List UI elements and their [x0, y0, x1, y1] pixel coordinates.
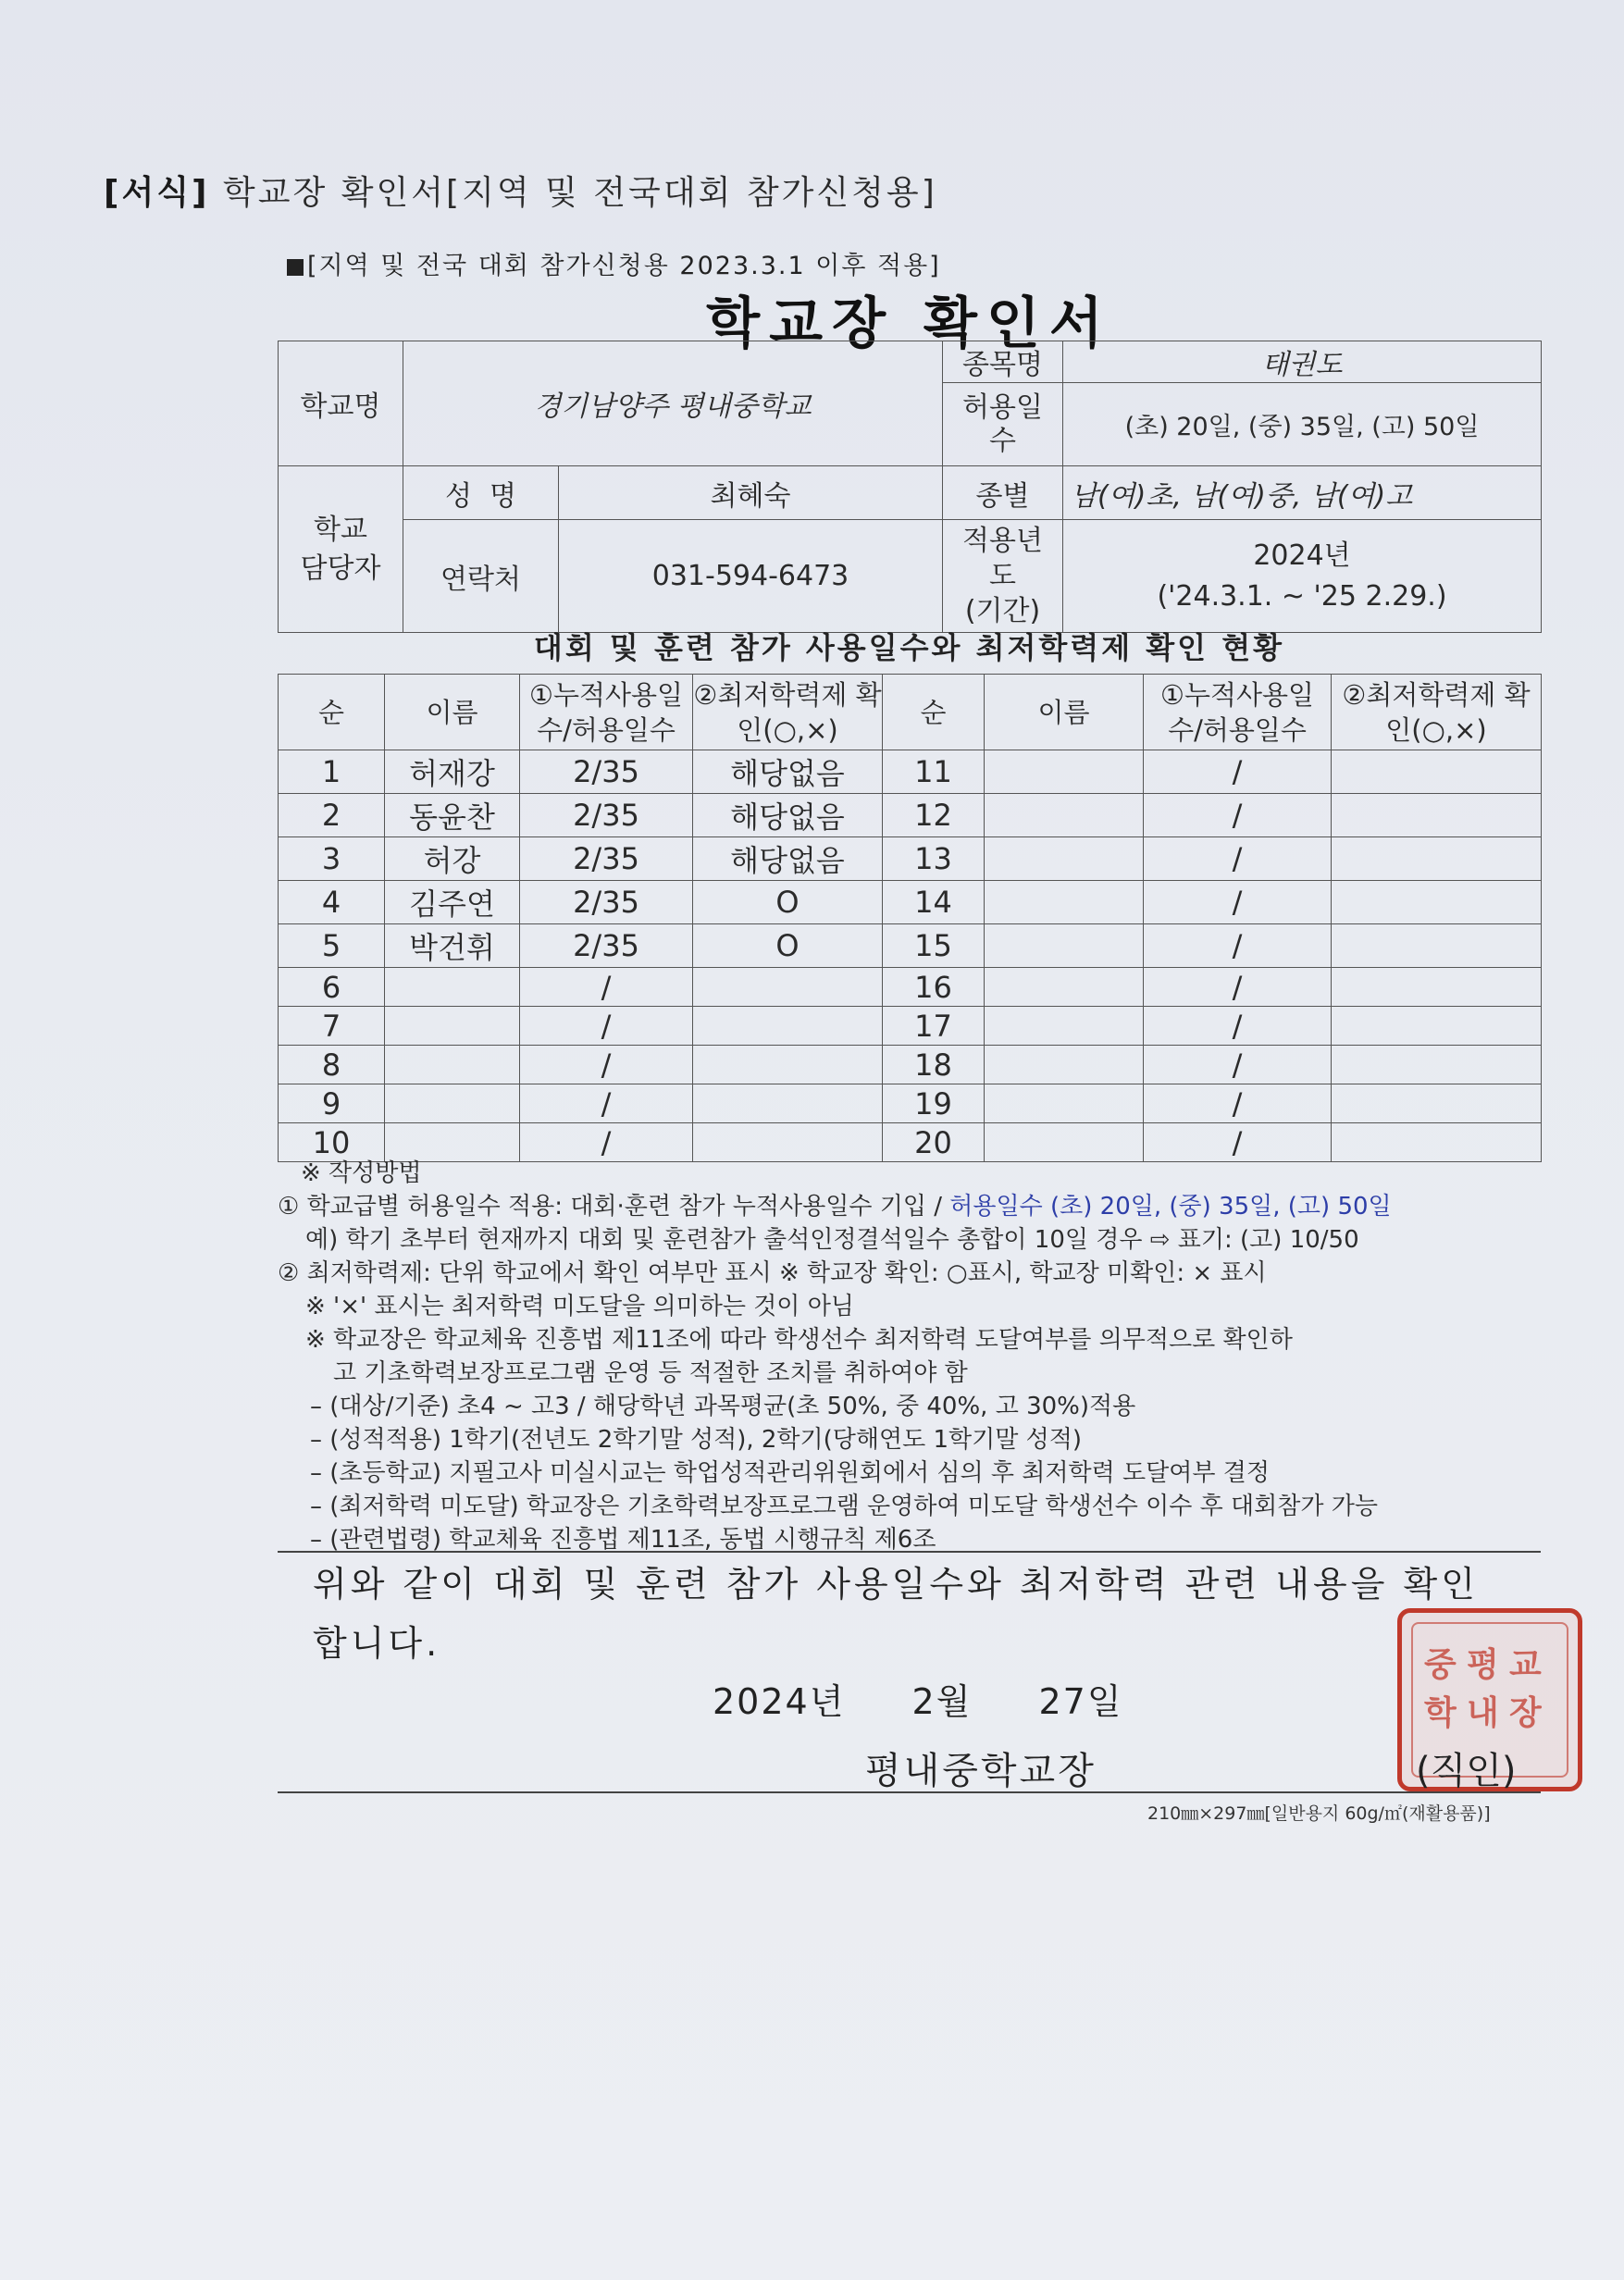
- cell-check: [693, 1007, 883, 1046]
- period-range: ('24.3.1. ~ '25 2.29.): [1157, 579, 1447, 613]
- form-header-text: 학교장 확인서[지역 및 전국대회 참가신청용]: [222, 174, 937, 212]
- roster-table: [278, 674, 1542, 1162]
- roster-body: [279, 750, 1542, 1162]
- header-check: ②최저학력제 확인(○,×): [693, 675, 883, 750]
- cell-no: 8: [279, 1046, 385, 1084]
- header-no: 순: [883, 675, 985, 750]
- table-row: [279, 924, 1542, 968]
- name-value: 최혜숙: [559, 466, 943, 520]
- phone-value: 031-594-6473: [559, 520, 943, 633]
- note-2-a: ※ '×' 표시는 최저학력 미도달을 의미하는 것이 아님: [305, 1293, 854, 1320]
- seal-label: (직인): [1416, 1750, 1517, 1792]
- cell-days: 2/35: [520, 837, 693, 881]
- period-label: 적용년도 (기간): [943, 520, 1063, 633]
- cell-check: [693, 1084, 883, 1123]
- cell-name: [985, 968, 1144, 1007]
- header-days: ①누적사용일수/허용일수: [1144, 675, 1332, 750]
- cell-name: 허재강: [385, 750, 520, 794]
- cell-name: [385, 968, 520, 1007]
- cell-days: /: [1144, 750, 1332, 794]
- cell-no: 20: [883, 1123, 985, 1162]
- name-label: 성 명: [403, 466, 559, 520]
- cell-name: 김주연: [385, 881, 520, 924]
- cell-days: /: [520, 1046, 693, 1084]
- page-title: 학교장 확인서: [706, 291, 1112, 356]
- paper-spec-footnote: 210㎜×297㎜[일반용지 60g/㎡(재활용품)]: [1147, 1803, 1491, 1824]
- period-year: 2024년: [1253, 539, 1351, 572]
- cell-no: 3: [279, 837, 385, 881]
- notes-heading: ※ 작성방법: [301, 1159, 422, 1187]
- cell-check: [1332, 1084, 1542, 1123]
- cell-no: 7: [279, 1007, 385, 1046]
- cell-days: 2/35: [520, 924, 693, 968]
- contact-person-label: 학교 담당자: [279, 466, 403, 633]
- cell-name: [985, 924, 1144, 968]
- cell-check: [1332, 1007, 1542, 1046]
- cell-check: [1332, 794, 1542, 837]
- header-name: 이름: [385, 675, 520, 750]
- cell-days: 2/35: [520, 750, 693, 794]
- bottom-divider: [278, 1791, 1541, 1793]
- cell-no: 17: [883, 1007, 985, 1046]
- divider: [278, 1551, 1541, 1553]
- phone-label: 연락처: [403, 520, 559, 633]
- square-bullet-icon: [287, 259, 304, 276]
- table-row: [279, 1007, 1542, 1046]
- cell-name: [385, 1007, 520, 1046]
- cell-days: /: [520, 968, 693, 1007]
- cell-no: 9: [279, 1084, 385, 1123]
- cell-check: [1332, 750, 1542, 794]
- cell-no: 4: [279, 881, 385, 924]
- cell-no: 11: [883, 750, 985, 794]
- cell-no: 5: [279, 924, 385, 968]
- cell-no: 13: [883, 837, 985, 881]
- cell-name: [985, 750, 1144, 794]
- date-month: 2월: [911, 1681, 973, 1722]
- note-1-highlight: 허용일수 (초) 20일, (중) 35일, (고) 50일: [949, 1193, 1392, 1221]
- note-2: ② 최저학력제: 단위 학교에서 확인 여부만 표시 ※ 학교장 확인: ○표시, 학교장 미확인: × 표시: [278, 1259, 1267, 1287]
- cell-name: [985, 837, 1144, 881]
- cell-days: /: [1144, 968, 1332, 1007]
- cell-check: [693, 1046, 883, 1084]
- date-day: 27일: [1038, 1681, 1123, 1722]
- note-2-b2: 고 기초학력보장프로그램 운영 등 적절한 조치를 취하여야 함: [333, 1359, 968, 1387]
- cell-days: /: [520, 1123, 693, 1162]
- cell-no: 10: [279, 1123, 385, 1162]
- signing-date: [713, 1673, 1123, 1724]
- cell-name: [385, 1084, 520, 1123]
- detail-5: – (관련법령) 학교체육 진흥법 제11조, 동법 시행규칙 제6조: [310, 1526, 936, 1554]
- cell-days: /: [1144, 837, 1332, 881]
- seal-char: 학: [1424, 1694, 1457, 1732]
- info-table: [278, 341, 1542, 633]
- confirmation-line-1: 위와 같이 대회 및 훈련 참가 사용일수와 최저학력 관련 내용을 확인: [313, 1564, 1479, 1605]
- seal-char: 내: [1467, 1694, 1499, 1732]
- cell-days: /: [1144, 1007, 1332, 1046]
- cell-days: /: [1144, 1084, 1332, 1123]
- cell-check: 해당없음: [693, 837, 883, 881]
- note-2-b1: ※ 학교장은 학교체육 진흥법 제11조에 따라 학생선수 최저학력 도달여부를 의무적으로 확인하: [305, 1326, 1293, 1354]
- table-row: [279, 881, 1542, 924]
- cell-no: 15: [883, 924, 985, 968]
- cell-no: 12: [883, 794, 985, 837]
- table-row: [279, 1046, 1542, 1084]
- cell-name: [985, 1046, 1144, 1084]
- cell-check: [1332, 837, 1542, 881]
- cell-check: [1332, 881, 1542, 924]
- cell-no: 2: [279, 794, 385, 837]
- cell-no: 18: [883, 1046, 985, 1084]
- cell-no: 6: [279, 968, 385, 1007]
- cell-check: [1332, 1046, 1542, 1084]
- note-1: [278, 1190, 1573, 1223]
- cell-days: /: [520, 1007, 693, 1046]
- allowed-days-value: (초) 20일, (중) 35일, (고) 50일: [1063, 383, 1542, 466]
- detail-1: – (대상/기준) 초4 ~ 고3 / 해당학년 과목평균(초 50%, 중 40%, 고 30%)적용: [310, 1393, 1136, 1420]
- event-label: 종목명: [943, 341, 1063, 383]
- table-row: [279, 1084, 1542, 1123]
- cell-name: [985, 794, 1144, 837]
- seal-char: 평: [1467, 1646, 1499, 1684]
- form-header: [104, 167, 937, 214]
- note-1-text: ① 학교급별 허용일수 적용: 대회·훈련 참가 누적사용일수 기입 /: [278, 1193, 950, 1221]
- confirmation-text: [313, 1555, 1534, 1673]
- cell-no: 19: [883, 1084, 985, 1123]
- allowed-days-label: 허용일수: [943, 383, 1063, 466]
- cell-name: [385, 1046, 520, 1084]
- cell-name: [985, 881, 1144, 924]
- cell-name: 허강: [385, 837, 520, 881]
- cell-check: 해당없음: [693, 750, 883, 794]
- cell-no: 14: [883, 881, 985, 924]
- confirmation-line-2: 합니다.: [313, 1623, 441, 1664]
- note-1-example: 예) 학기 초부터 현재까지 대회 및 훈련참가 출석인정결석일수 총합이 10일 경우 ⇨ 표기: (고) 10/50: [305, 1226, 1359, 1254]
- cell-days: 2/35: [520, 794, 693, 837]
- notes: [278, 1157, 1573, 1556]
- cell-check: O: [693, 924, 883, 968]
- date-year: 2024년: [713, 1681, 846, 1722]
- cell-name: 박건휘: [385, 924, 520, 968]
- cell-days: /: [1144, 794, 1332, 837]
- header-name: 이름: [985, 675, 1144, 750]
- seal-char: 장: [1509, 1694, 1542, 1732]
- cell-no: 16: [883, 968, 985, 1007]
- cell-days: /: [1144, 1123, 1332, 1162]
- cell-days: 2/35: [520, 881, 693, 924]
- category-value: 남(여)초, 남(여)중, 남(여)고: [1063, 466, 1542, 520]
- cell-no: 1: [279, 750, 385, 794]
- cell-check: [1332, 968, 1542, 1007]
- form-header-prefix: [서식]: [104, 174, 210, 212]
- detail-2: – (성적적용) 1학기(전년도 2학기말 성적), 2학기(당해연도 1학기말 성적): [310, 1426, 1083, 1454]
- cell-days: /: [1144, 924, 1332, 968]
- sub-header-text: [지역 및 전국 대회 참가신청용 2023.3.1 이후 적용]: [307, 252, 941, 280]
- table-row: [279, 968, 1542, 1007]
- category-label: 종별: [943, 466, 1063, 520]
- cell-check: [1332, 924, 1542, 968]
- principal-name: 평내중학교장: [865, 1750, 1097, 1792]
- sub-header: [287, 245, 941, 281]
- cell-name: [985, 1007, 1144, 1046]
- section-title: 대회 및 훈련 참가 사용일수와 최저학력제 확인 현황: [533, 630, 1285, 665]
- detail-3: – (초등학교) 지필고사 미실시교는 학업성적관리위원회에서 심의 후 최저학력 도달여부 결정: [310, 1459, 1270, 1487]
- seal-char: 중: [1424, 1646, 1457, 1684]
- header-check: ②최저학력제 확인(○,×): [1332, 675, 1542, 750]
- table-row: [279, 794, 1542, 837]
- header-days: ①누적사용일수/허용일수: [520, 675, 693, 750]
- cell-check: [693, 968, 883, 1007]
- school-label: 학교명: [279, 341, 403, 466]
- event-value: 태권도: [1063, 341, 1542, 383]
- school-value: 경기남양주 평내중학교: [403, 341, 943, 466]
- cell-check: 해당없음: [693, 794, 883, 837]
- seal-char: 교: [1509, 1646, 1542, 1684]
- cell-days: /: [1144, 1046, 1332, 1084]
- detail-4: – (최저학력 미도달) 학교장은 기초학력보장프로그램 운영하여 미도달 학생선수 이수 후 대회참가 가능: [310, 1493, 1378, 1520]
- table-row: [279, 837, 1542, 881]
- cell-days: /: [1144, 881, 1332, 924]
- header-no: 순: [279, 675, 385, 750]
- table-row: [279, 750, 1542, 794]
- cell-name: 동윤찬: [385, 794, 520, 837]
- cell-check: O: [693, 881, 883, 924]
- cell-name: [985, 1084, 1144, 1123]
- cell-days: /: [520, 1084, 693, 1123]
- period-value: [1063, 520, 1542, 633]
